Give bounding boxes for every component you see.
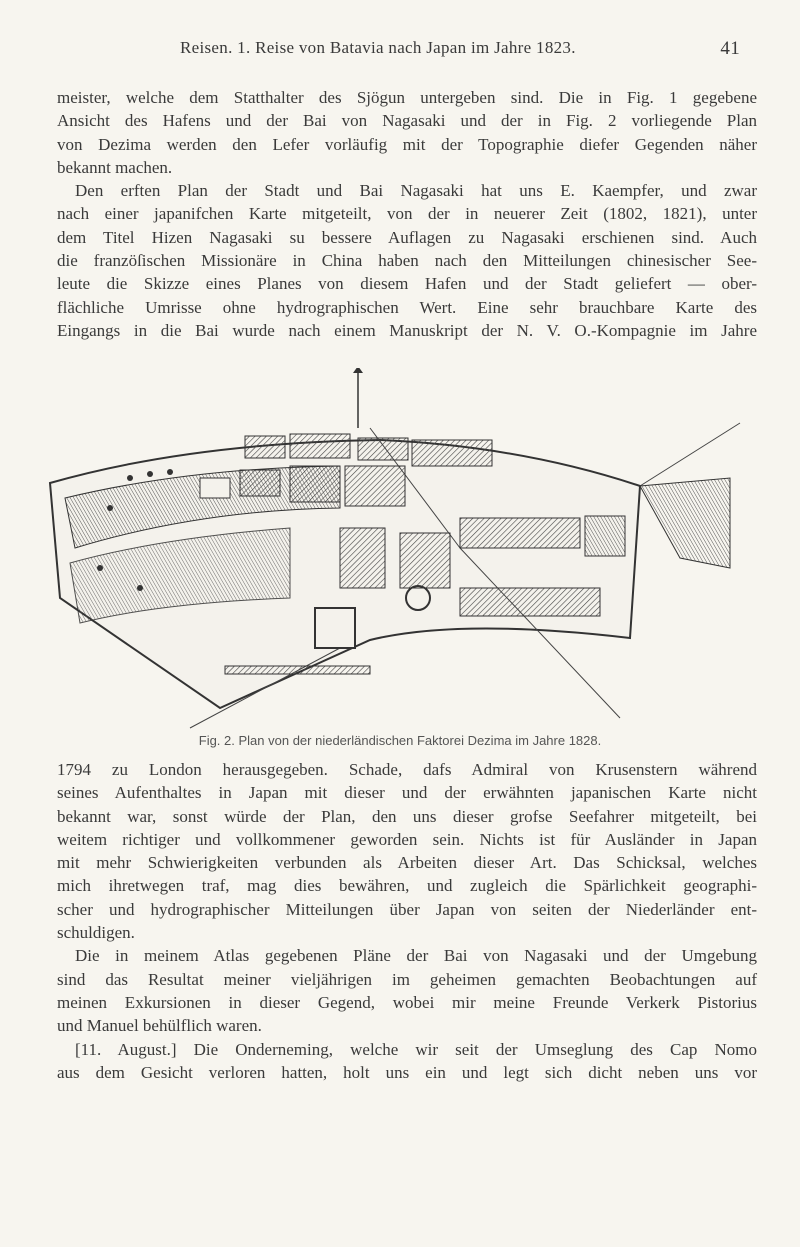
text-line: die franzöſischen Missionäre in China haben nach den Mitteilungen chinesischer See- <box>57 251 757 271</box>
dezima-plan-figure <box>40 368 760 730</box>
text-line: schuldigen. <box>57 923 135 943</box>
text-line: seines Aufenthaltes in Japan mit dieser und der erwähnten japanischen Karte nicht <box>57 783 757 803</box>
text-line: nach einer japanifchen Karte mitgeteilt, von der in neuerer Zeit (1802, 1821), unter <box>57 204 757 224</box>
text-line: [11. August.] Die Onderneming, welche wir seit der Umseglung des Cap Nomo <box>75 1039 757 1059</box>
text-line: Den erften Plan der Stadt und Bai Nagasaki hat uns E. Kaempfer, und zwar <box>75 181 757 201</box>
text-line: Ansicht des Hafens und der Bai von Nagasaki und der in Fig. 2 vorliegende Plan <box>57 111 757 131</box>
text-line: Eingangs in die Bai wurde nach einem Manuskript der N. V. O.-Kompagnie im Jahre <box>57 320 757 340</box>
figure-caption: Fig. 2. Plan von der niederländischen Faktorei Dezima im Jahre 1828. <box>198 733 602 748</box>
text-line: mich ihretwegen traf, mag dies bewähren, und zugleich die Spärlichkeit geographi- <box>57 876 757 896</box>
text-line: meister, welche dem Statthalter des Sjögun untergeben sind. Die in Fig. 1 gegebene <box>57 88 757 107</box>
page-number: 41 <box>720 38 740 59</box>
text-line: mit mehr Schwierigkeiten verbunden als Arbeiten dieser Art. Das Schicksal, welches <box>57 853 757 873</box>
text-line: 1794 zu London herausgegeben. Schade, dafs Admiral von Krusenstern während <box>57 760 757 779</box>
text-line: und Manuel behülflich waren. <box>57 1016 262 1036</box>
text-line: bekannt machen. <box>57 157 173 177</box>
body-text-bottom <box>57 758 757 1084</box>
text-line: bekannt war, sonst würde der Plan, den uns dieser grofse Seefahrer mitgeteilt, bei <box>57 806 757 826</box>
text-line: Die in meinem Atlas gegebenen Pläne der Bai von Nagasaki und der Umgebung <box>75 946 757 966</box>
running-title: Reisen. 1. Reise von Batavia nach Japan im Jahre 1823. <box>180 38 576 57</box>
text-line: leute die Skizze eines Planes von diesem Hafen und der Stadt geliefert — ober- <box>57 274 757 294</box>
text-line: von Dezima werden den Lefer vorläufig mit der Topographie diefer Gegenden näher <box>57 134 757 154</box>
text-line: flächliche Umrisse ohne hydrographischen Wert. Eine sehr brauchbare Karte des <box>57 297 757 317</box>
running-header <box>180 38 740 58</box>
text-line: meinen Exkursionen in dieser Gegend, wobei mir meine Freunde Verkerk Pistorius <box>57 992 757 1012</box>
text-line: dem Titel Hizen Nagasaki su bessere Auflagen zu Nagasaki erschienen sind. Auch <box>57 227 757 247</box>
text-line: scher und hydrographischer Mitteilungen über Japan von seiten der Niederländer ent- <box>57 899 757 919</box>
text-line: weitem richtiger und vollkommener geworden sein. Nichts ist für Ausländer in Japan <box>57 829 757 849</box>
body-text-top <box>57 86 757 342</box>
text-line: sind das Resultat meiner vieljährigen im geheimen gemachten Beobachtungen auf <box>57 969 757 989</box>
text-line: aus dem Gesicht verloren hatten, holt uns ein und legt sich dicht neben uns vor <box>57 1062 757 1082</box>
